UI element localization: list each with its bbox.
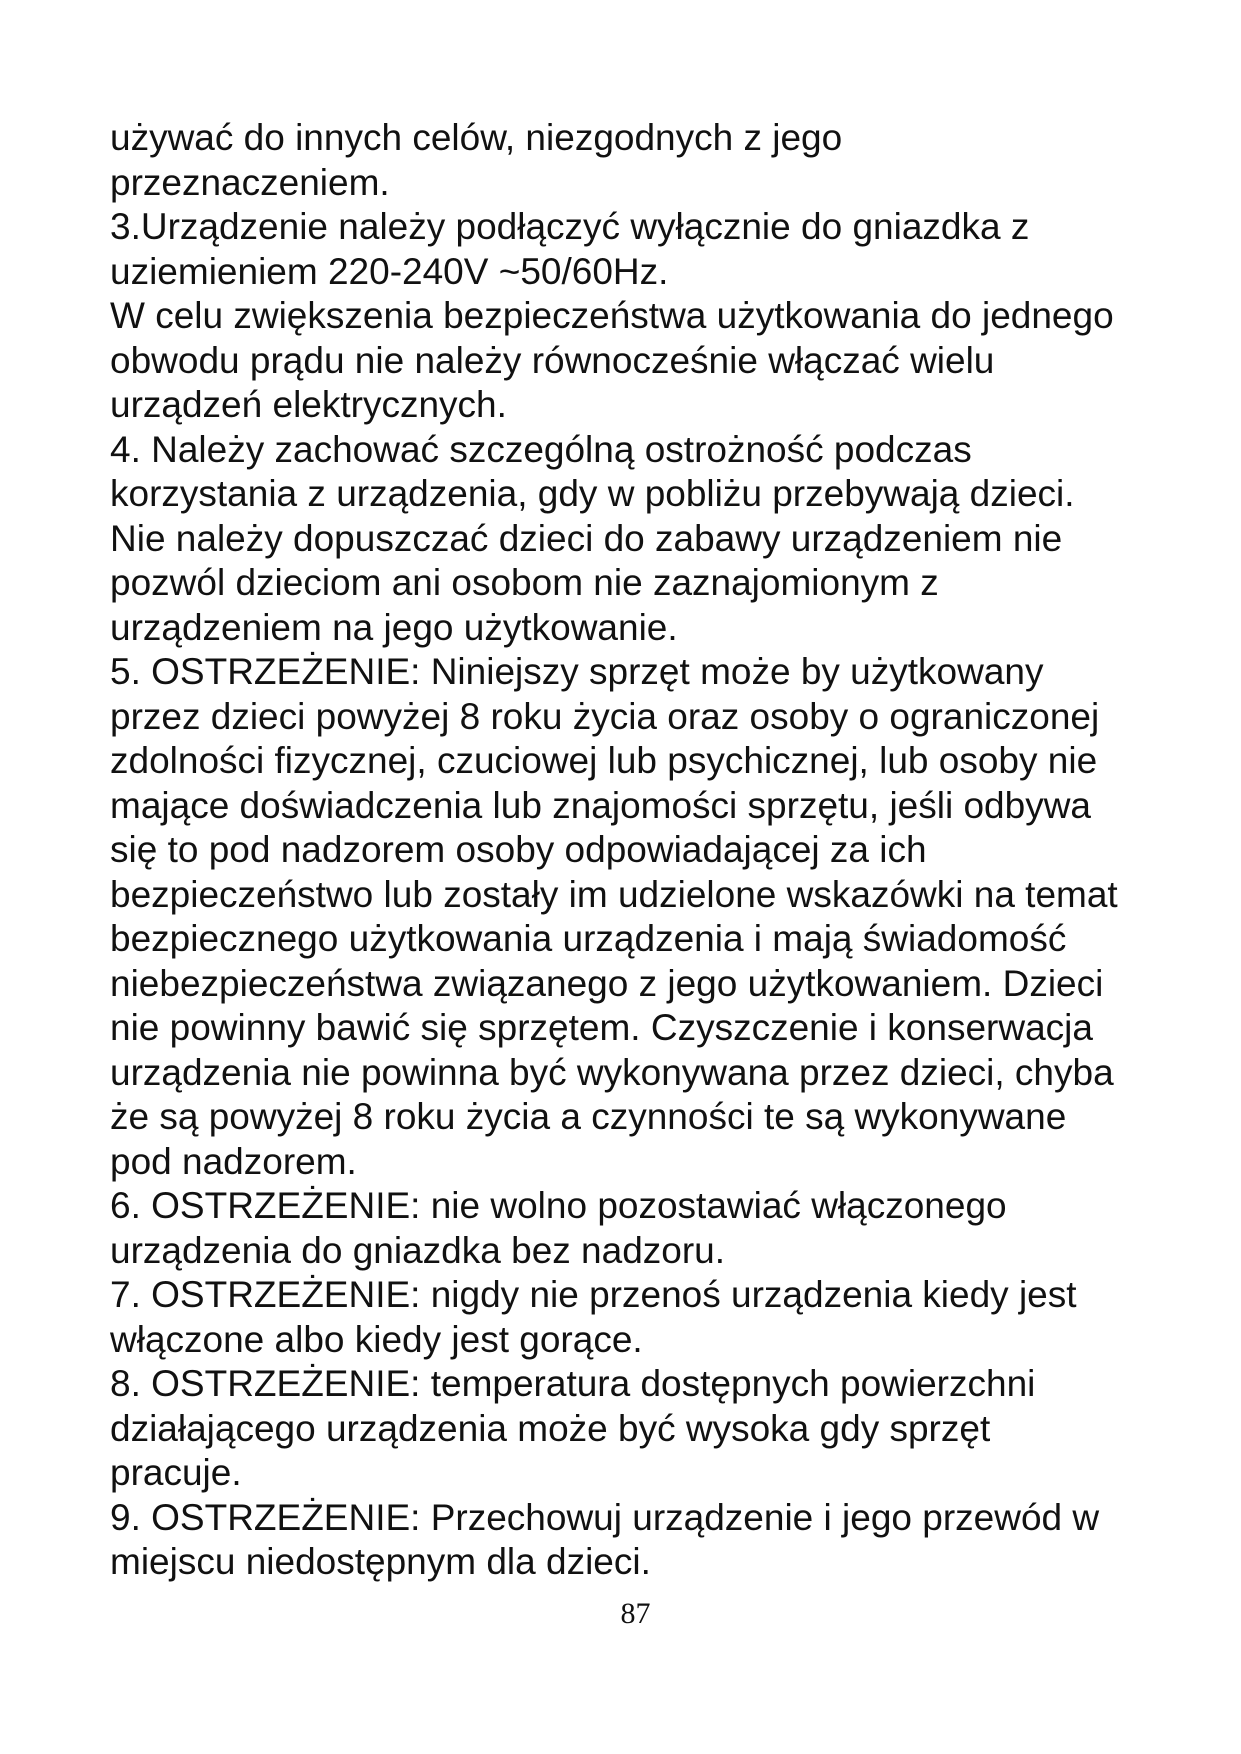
text-line: 8. OSTRZEŻENIE: temperatura dostępnych powierzchni (110, 1363, 1036, 1404)
body-text (110, 116, 1200, 1585)
text-line: pracuje. (110, 1452, 242, 1493)
text-line: 7. OSTRZEŻENIE: nigdy nie przenoś urządzenia kiedy jest (110, 1274, 1077, 1315)
text-line: się to pod nadzorem osoby odpowiadającej za ich (110, 829, 927, 870)
text-line: włączone albo kiedy jest gorące. (110, 1318, 643, 1360)
text-line: obwodu prądu nie należy równocześnie włączać wielu (110, 339, 995, 381)
text-line: bezpieczeństwo lub zostały im udzielone wskazówki na temat (110, 873, 1118, 915)
text-line: 4. Należy zachować szczególną ostrożność podczas (110, 428, 972, 470)
text-line: nie powinny bawić się sprzętem. Czyszczenie i konserwacja (110, 1007, 1093, 1048)
text-line: korzystania z urządzenia, gdy w pobliżu przebywają dzieci. (110, 473, 1075, 514)
text-line: niebezpieczeństwa związanego z jego użytkowaniem. Dzieci (110, 962, 1104, 1004)
text-line: 9. OSTRZEŻENIE: Przechowuj urządzenie i jego przewód w (110, 1496, 1100, 1538)
text-line: urządzeniem na jego użytkowanie. (110, 606, 678, 648)
text-line: pod nadzorem. (110, 1140, 357, 1182)
text-line: działającego urządzenia może być wysoka gdy sprzęt (110, 1407, 991, 1449)
text-line: używać do innych celów, niezgodnych z jego (110, 117, 843, 158)
text-line: 3.Urządzenie należy podłączyć wyłącznie do gniazdka z (110, 206, 1030, 247)
text-line: 6. OSTRZEŻENIE: nie wolno pozostawiać włączonego (110, 1185, 1007, 1226)
text-line: 5. OSTRZEŻENIE: Niniejszy sprzęt może by użytkowany (110, 651, 1044, 692)
text-line: Nie należy dopuszczać dzieci do zabawy urządzeniem nie (110, 517, 1063, 559)
text-line: W celu zwiększenia bezpieczeństwa użytkowania do jednego (110, 295, 1114, 336)
text-line: mające doświadczenia lub znajomości sprzętu, jeśli odbywa (110, 784, 1091, 826)
text-line: miejscu niedostępnym dla dzieci. (110, 1541, 651, 1582)
text-line: uziemieniem 220-240V ~50/60Hz. (110, 250, 669, 292)
text-line: przez dzieci powyżej 8 roku życia oraz osoby o ograniczonej (110, 695, 1100, 737)
text-line: zdolności fizycznej, czuciowej lub psychicznej, lub osoby nie (110, 740, 1098, 781)
text-line: przeznaczeniem. (110, 161, 390, 203)
text-line: pozwól dzieciom ani osobom nie zaznajomionym z (110, 562, 939, 603)
text-line: urządzenia do gniazdka bez nadzoru. (110, 1229, 726, 1271)
text-line: urządzenia nie powinna być wykonywana przez dzieci, chyba (110, 1051, 1114, 1093)
text-line: urządzeń elektrycznych. (110, 384, 507, 425)
page-number: 87 (620, 1597, 651, 1630)
text-line: że są powyżej 8 roku życia a czynności te są wykonywane (110, 1096, 1067, 1137)
text-line: bezpiecznego użytkowania urządzenia i mają świadomość (110, 918, 1067, 959)
